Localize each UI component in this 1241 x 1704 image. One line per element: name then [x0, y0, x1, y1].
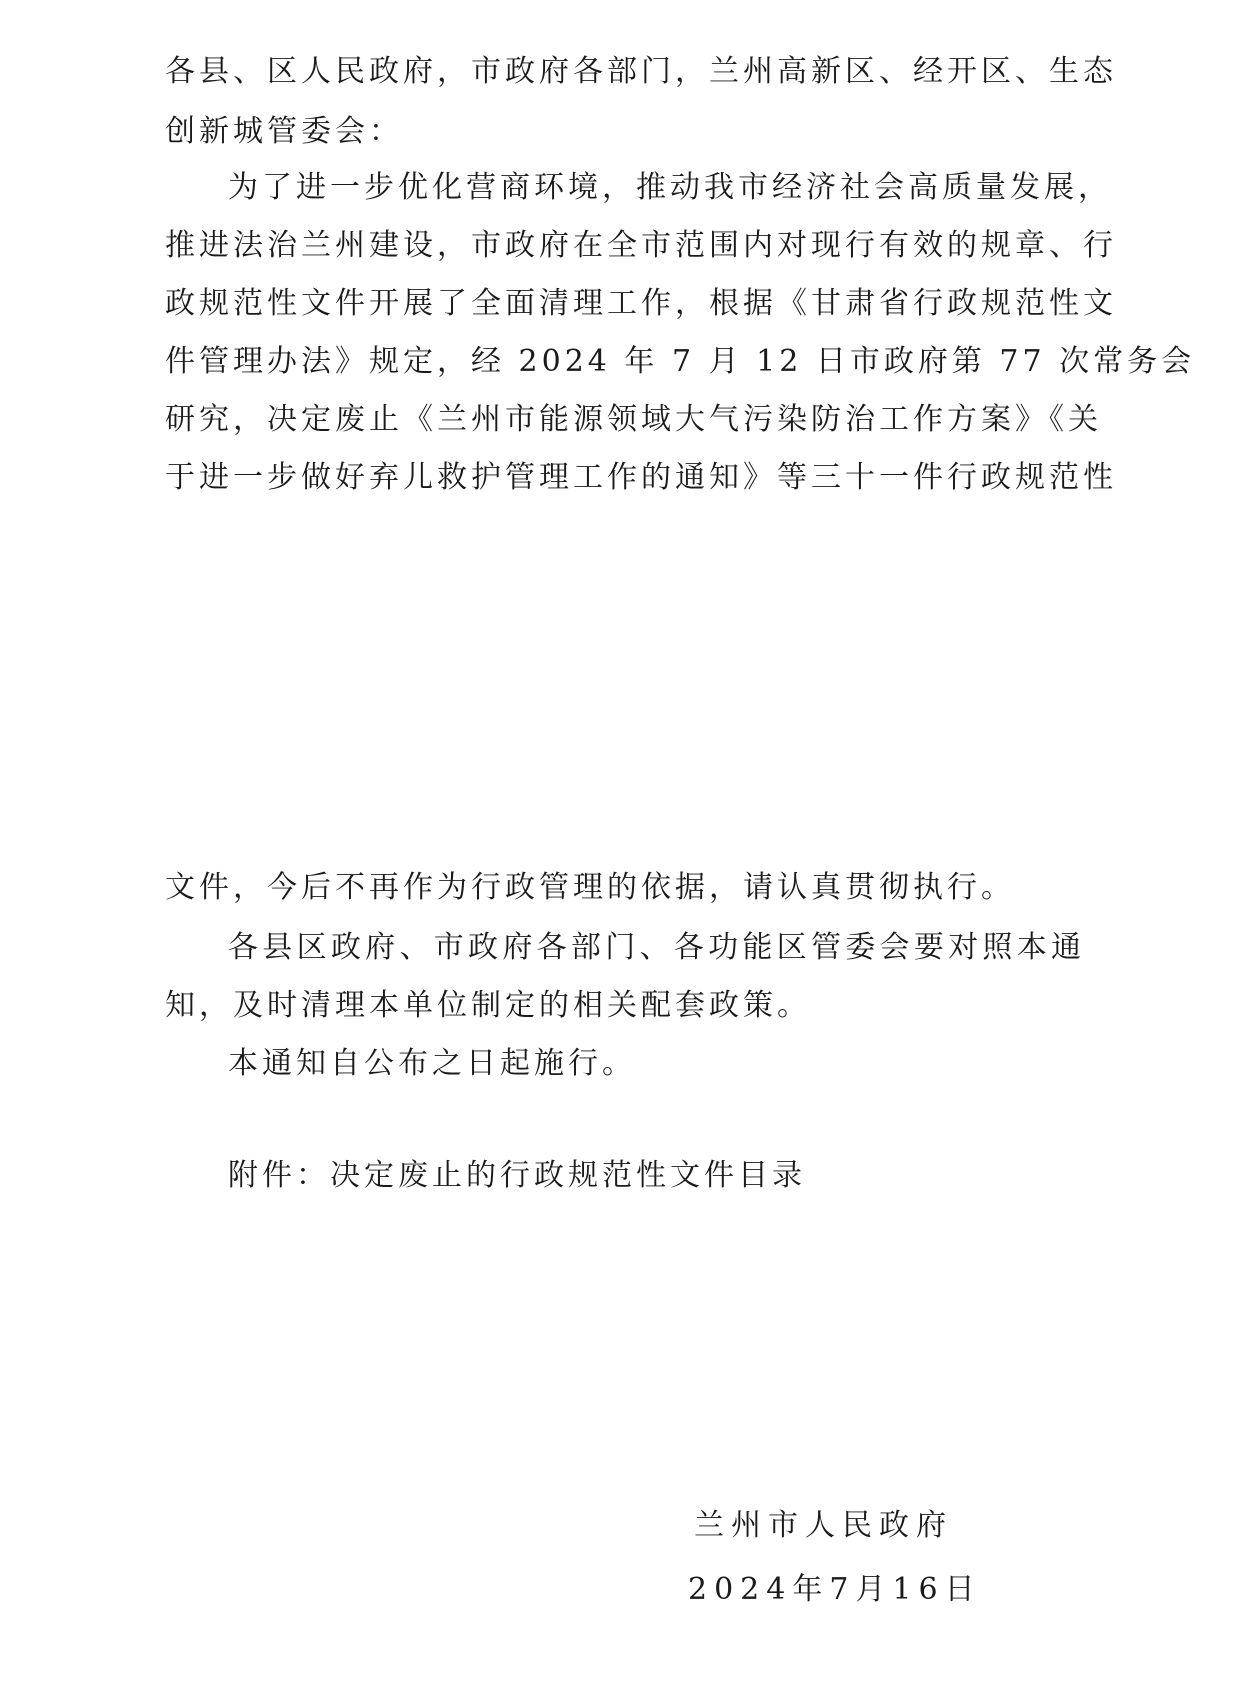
- paragraph-2-line-2: 知，及时清理本单位制定的相关配套政策。: [165, 988, 811, 1023]
- paragraph-1-line-3: 政规范性文件开展了全面清理工作，根据《甘肃省行政规范性文: [165, 286, 1117, 321]
- paragraph-1-line-6: 于进一步做好弃儿救护管理工作的通知》等三十一件行政规范性: [165, 460, 1117, 495]
- signature-organization: 兰州市人民政府: [694, 1508, 953, 1543]
- paragraph-1-line-2: 推进法治兰州建设，市政府在全市范围内对现行有效的规章、行: [165, 228, 1117, 263]
- signature-date: 2024年7月16日: [688, 1572, 982, 1607]
- paragraph-1-line-7: 文件，今后不再作为行政管理的依据，请认真贯彻执行。: [165, 870, 1015, 905]
- salutation-line-1: 各县、区人民政府，市政府各部门，兰州高新区、经开区、生态: [165, 54, 1117, 89]
- paragraph-3: 本通知自公布之日起施行。: [228, 1046, 636, 1081]
- salutation-line-2: 创新城管委会：: [165, 114, 403, 149]
- paragraph-1-line-4: 件管理办法》规定，经 2024 年 7 月 12 日市政府第 77 次常务会: [165, 344, 1196, 379]
- paragraph-2-line-1: 各县区政府、市政府各部门、各功能区管委会要对照本通: [228, 930, 1085, 965]
- paragraph-1-line-5: 研究，决定废止《兰州市能源领域大气污染防治工作方案》《关: [165, 402, 1102, 437]
- attachment-line: 附件：决定废止的行政规范性文件目录: [228, 1158, 806, 1193]
- paragraph-1-line-1: 为了进一步优化营商环境，推动我市经济社会高质量发展，: [228, 170, 1112, 205]
